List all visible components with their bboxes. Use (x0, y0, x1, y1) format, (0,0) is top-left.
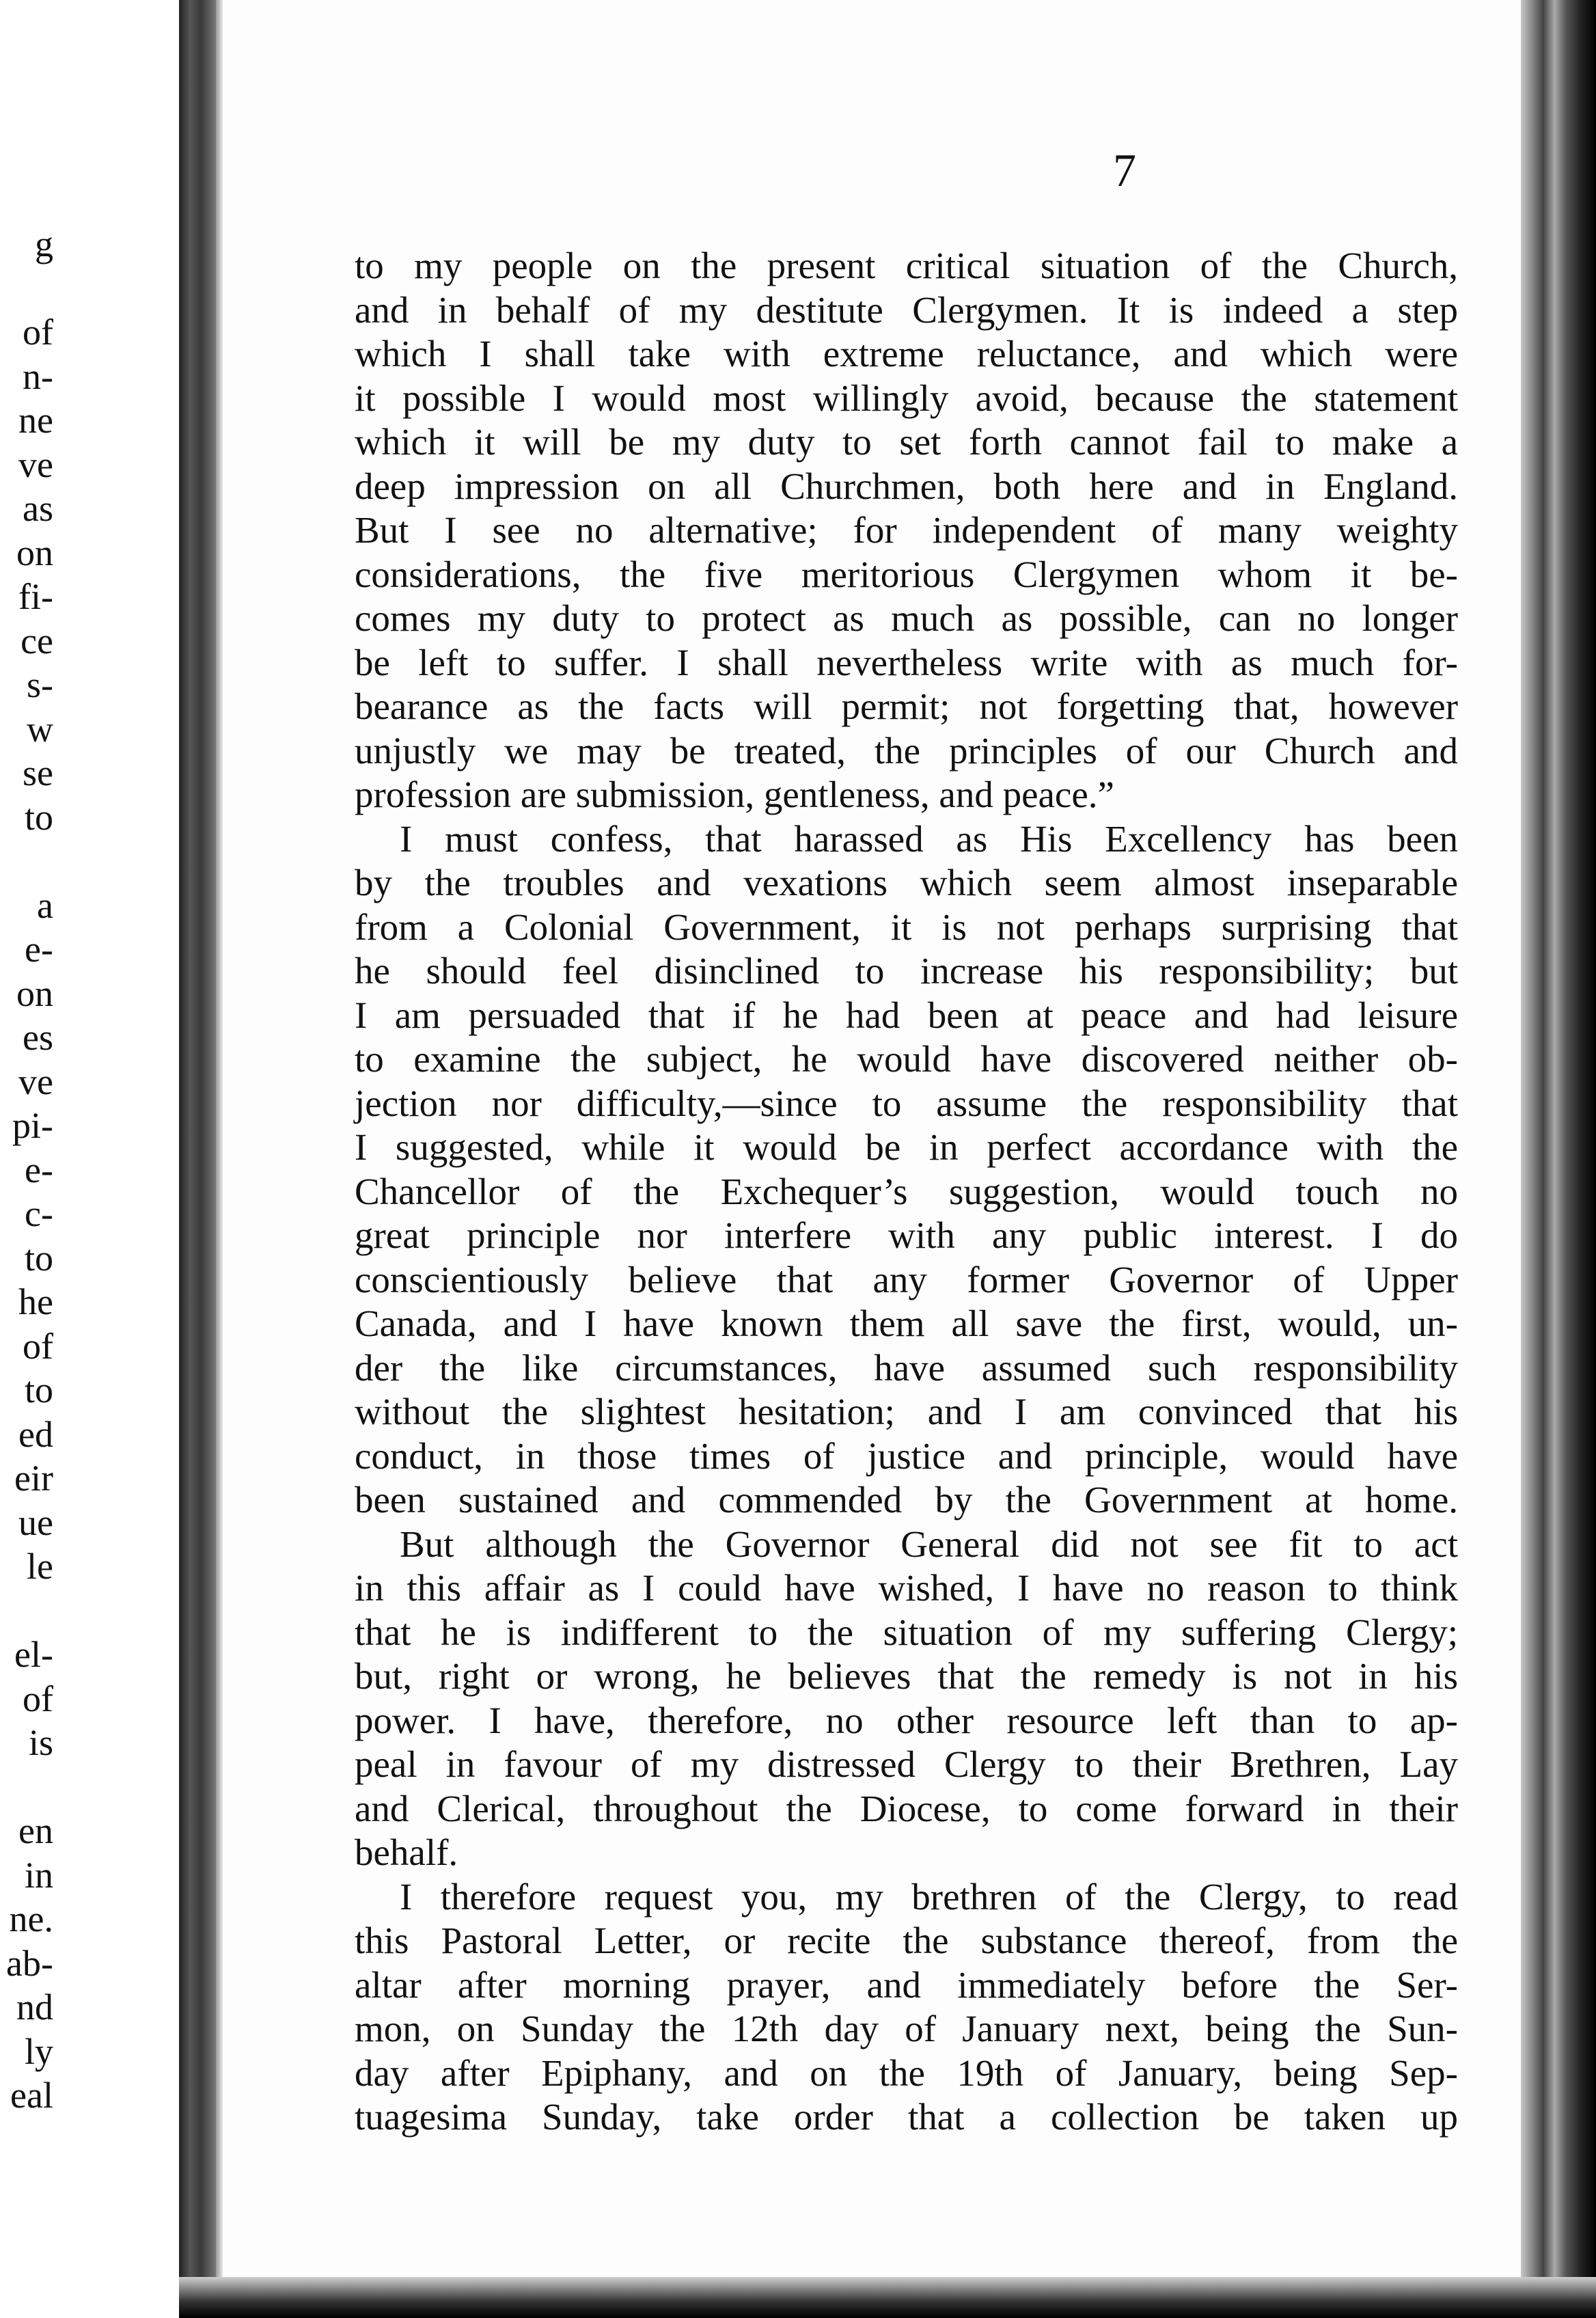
text-line: power. I have, therefore, no other resource left than to ap- (355, 1699, 1458, 1741)
left-fragment: g (35, 223, 53, 264)
text-line: profession are submission, gentleness, and peace.” (355, 774, 1114, 815)
left-fragment: in (24, 1854, 53, 1896)
left-fragment: on (16, 532, 53, 573)
text-line: it possible I would most willingly avoid, because the statement (355, 377, 1458, 419)
text-line: I must confess, that harassed as His Excellency has been (400, 817, 1458, 860)
left-fragment (0, 267, 53, 311)
text-line: altar after morning prayer, and immediately before the Ser- (355, 1963, 1458, 2006)
text-line: tuagesima Sunday, take order that a collection be taken up (355, 2096, 1458, 2138)
left-fragment: nd (16, 1987, 53, 2028)
left-fragment: se (23, 752, 53, 793)
left-fragment: of (23, 312, 53, 353)
text-line: jection nor difficulty,—since to assume the responsibility that (355, 1082, 1458, 1124)
text-line: to my people on the present critical situation of the Church, (355, 245, 1458, 286)
left-fragment: le (27, 1546, 53, 1587)
text-line: and in behalf of my destitute Clergymen. It is indeed a step (355, 288, 1458, 331)
left-fragment: as (23, 488, 53, 529)
text-line: peal in favour of my distressed Clergy to their Brethren, Lay (355, 1743, 1458, 1785)
left-fragment: of (23, 1325, 53, 1367)
left-fragment (0, 1589, 53, 1633)
left-fragment: e- (25, 1149, 53, 1190)
text-line: but, right or wrong, he believes that the remedy is not in his (355, 1655, 1458, 1697)
left-fragment: s- (27, 664, 53, 705)
left-fragment: es (23, 1017, 53, 1058)
left-fragment: eir (14, 1458, 53, 1499)
text-line: der the like circumstances, have assumed such responsibility (355, 1346, 1458, 1389)
book-gutter (179, 0, 216, 2318)
left-fragment (0, 1765, 53, 1810)
left-fragment: ab- (6, 1942, 53, 1984)
text-line: mon, on Sunday the 12th day of January next, being the Sun- (355, 2008, 1458, 2049)
text-line: Chancellor of the Exchequer’s suggestion, would touch no (355, 1170, 1458, 1212)
text-line: I suggested, while it would be in perfect accordance with the (355, 1126, 1458, 1168)
left-fragment: to (24, 1369, 53, 1410)
left-fragment: en (18, 1810, 53, 1851)
left-fragment: ce (20, 620, 53, 662)
left-page-fragments (0, 222, 53, 2118)
text-line: to examine the subject, he would have discovered neither ob- (355, 1038, 1458, 1080)
left-fragment: of (23, 1678, 53, 1719)
left-fragment: eal (10, 2075, 53, 2116)
text-line: conduct, in those times of justice and principle, would have (355, 1434, 1458, 1477)
text-line: deep impression on all Churchmen, both here and in England. (355, 465, 1458, 507)
left-fragment: el- (14, 1634, 53, 1675)
text-line: bearance as the facts will permit; not forgetting that, however (355, 685, 1458, 727)
left-fragment: e- (25, 929, 53, 970)
left-fragment: ue (18, 1501, 53, 1543)
left-fragment: on (16, 972, 53, 1014)
text-line: day after Epiphany, and on the 19th of January, being Sep- (355, 2051, 1458, 2094)
gutter-shadow (216, 0, 223, 2318)
text-line: which I shall take with extreme reluctance, and which were (355, 333, 1458, 374)
text-line: in this affair as I could have wished, I have no reason to think (355, 1567, 1458, 1609)
text-line: from a Colonial Government, it is not perhaps surprising that (355, 905, 1458, 948)
page-number: 7 (1113, 144, 1136, 196)
text-line: conscientiously believe that any former Governor of Upper (355, 1258, 1458, 1300)
page-edge-bottom (179, 2277, 1596, 2318)
left-fragment: ve (18, 444, 53, 485)
left-fragment: w (27, 708, 53, 750)
text-line: been sustained and commended by the Government at home. (355, 1479, 1458, 1521)
left-fragment: c- (25, 1193, 53, 1234)
left-fragment: he (18, 1281, 53, 1322)
text-line: considerations, the five meritorious Clergymen whom it be- (355, 553, 1458, 595)
text-line: But although the Governor General did not see fit to act (400, 1523, 1458, 1565)
left-fragment: ne. (9, 1898, 53, 1939)
left-fragment: n- (23, 355, 53, 397)
left-fragment: a (37, 884, 53, 926)
body-text (355, 244, 1458, 2140)
text-line: I am persuaded that if he had been at peace and had leisure (355, 994, 1458, 1036)
text-line: without the slightest hesitation; and I am convinced that his (355, 1391, 1458, 1432)
text-line: this Pastoral Letter, or recite the substance thereof, from the (355, 1920, 1458, 1961)
text-line: Canada, and I have known them all save the first, would, un- (355, 1303, 1458, 1344)
text-line: great principle nor interfere with any public interest. I do (355, 1214, 1458, 1256)
text-line: But I see no alternative; for independent of many weighty (355, 509, 1458, 551)
text-line: which it will be my duty to set forth cannot fail to make a (355, 421, 1458, 463)
left-fragment: ne (18, 400, 53, 441)
text-line: by the troubles and vexations which seem almost inseparable (355, 862, 1458, 903)
text-line: behalf. (355, 1831, 458, 1873)
page-edge-right (1521, 0, 1596, 2318)
left-fragment: fi- (18, 576, 53, 617)
text-line: comes my duty to protect as much as possible, can no longer (355, 597, 1458, 639)
text-line: he should feel disinclined to increase his responsibility; but (355, 950, 1458, 992)
text-line: unjustly we may be treated, the principles of our Church and (355, 729, 1458, 772)
text-line: be left to suffer. I shall nevertheless write with as much for- (355, 641, 1458, 683)
left-fragment: to (24, 796, 53, 838)
left-page-edge (0, 0, 179, 2318)
text-line: I therefore request you, my brethren of the Clergy, to read (400, 1875, 1458, 1918)
left-fragment: ve (18, 1061, 53, 1102)
left-fragment: ed (18, 1413, 53, 1455)
left-fragment (0, 839, 53, 884)
left-fragment: pi- (12, 1105, 53, 1146)
left-fragment: to (24, 1237, 53, 1279)
text-line: and Clerical, throughout the Diocese, to come forward in their (355, 1787, 1458, 1829)
text-line: that he is indifferent to the situation of my suffering Clergy; (355, 1611, 1458, 1653)
left-fragment: ly (24, 2030, 53, 2072)
left-fragment: is (28, 1722, 53, 1763)
